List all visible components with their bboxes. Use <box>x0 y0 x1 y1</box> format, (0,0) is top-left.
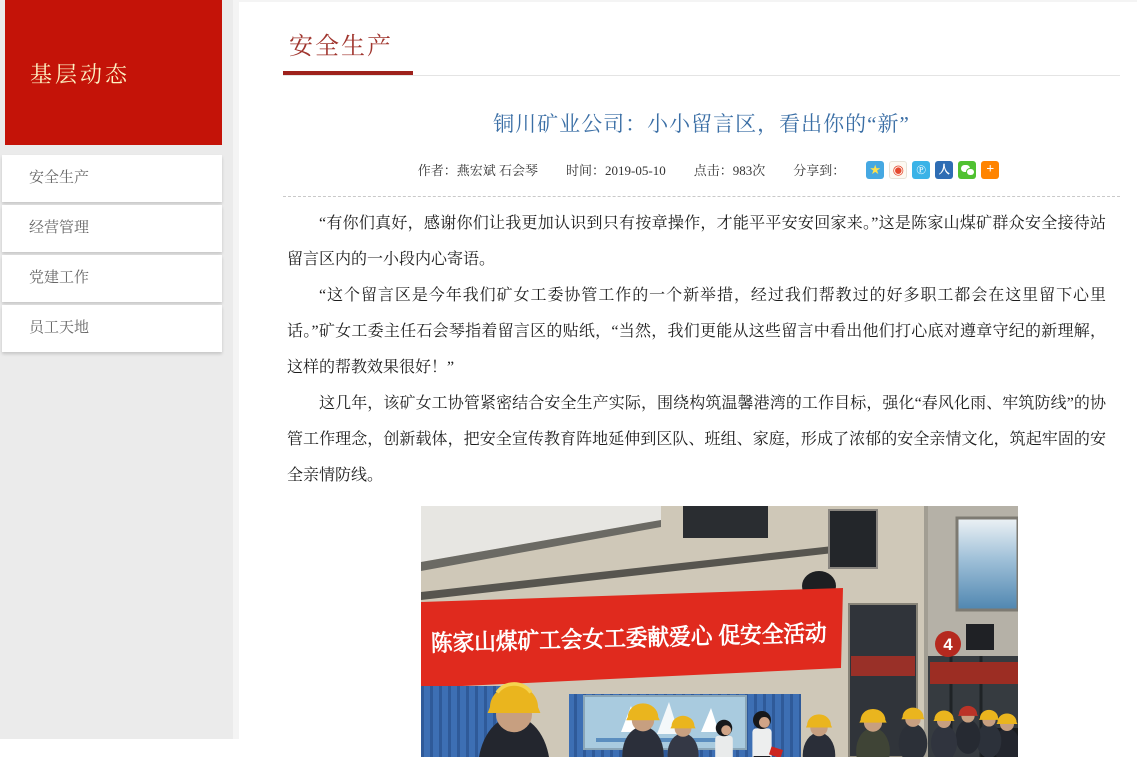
sidebar-item-label: 员工天地 <box>29 320 89 336</box>
section-divider-accent <box>283 71 413 75</box>
sidebar-item-safety[interactable] <box>2 155 222 202</box>
meta-author <box>418 160 538 179</box>
article-photo-illustration <box>421 506 1018 757</box>
section-divider <box>283 71 1120 76</box>
meta-share-label: 分享到： <box>793 163 845 178</box>
article-photo <box>421 506 1018 757</box>
photo-sign-number: 4 <box>943 635 953 654</box>
qzone-share-icon[interactable]: ★ <box>866 161 884 179</box>
photo-banner-text: 陈家山煤矿工会女工委献爱心 促安全活动 <box>431 620 828 656</box>
meta-time <box>566 160 666 179</box>
sidebar-item-party[interactable] <box>2 255 222 302</box>
sidebar-header <box>5 0 222 145</box>
article-meta <box>283 160 1120 179</box>
sidebar-menu <box>0 155 233 352</box>
section-title: 安全生产 <box>289 26 1120 61</box>
sidebar <box>0 0 233 739</box>
meta-time-label: 时间： <box>566 163 605 178</box>
article-paragraph: “有你们真好，感谢你们让我更加认识到只有按章操作，才能平平安安回家来。”这是陈家山煤矿群众安全接待站留言区内的一小段内心寄语。 <box>287 206 1106 278</box>
dashed-divider <box>283 196 1120 197</box>
meta-author-label: 作者： <box>418 163 457 178</box>
weibo-share-icon[interactable]: ◉ <box>889 161 907 179</box>
article-title: 铜川矿业公司：小小留言区，看出你的“新” <box>283 108 1120 138</box>
share-icon-group <box>861 161 999 179</box>
renren-share-icon[interactable]: 人 <box>935 161 953 179</box>
section-header <box>283 26 1120 76</box>
meta-clicks-value: 983次 <box>733 163 766 178</box>
meta-author-value: 燕宏斌 石会琴 <box>457 163 538 178</box>
meta-time-value: 2019-05-10 <box>605 163 666 178</box>
sidebar-item-staff[interactable] <box>2 305 222 352</box>
meta-clicks-label: 点击： <box>694 163 733 178</box>
main-content <box>233 0 1137 739</box>
article-paragraph: 这几年，该矿女工协管紧密结合安全生产实际，围绕构筑温馨港湾的工作目标，强化“春风化雨、牢筑防线”的协管工作理念，创新载体，把安全宣传教育阵地延伸到区队、班组、家庭，形成了浓郁的安全亲情文化，筑起牢固的安全亲情防线。 <box>287 386 1106 494</box>
more-share-icon[interactable]: + <box>981 161 999 179</box>
tqq-share-icon[interactable]: ℗ <box>912 161 930 179</box>
wechat-share-icon[interactable] <box>958 161 976 179</box>
sidebar-item-label: 党建工作 <box>29 270 89 286</box>
sidebar-item-management[interactable] <box>2 205 222 252</box>
article-body <box>283 206 1120 494</box>
sidebar-item-label: 安全生产 <box>29 170 89 186</box>
sidebar-item-label: 经营管理 <box>29 220 89 236</box>
meta-clicks <box>694 160 766 179</box>
photo-number-sign <box>935 631 961 657</box>
sidebar-title: 基层动态 <box>30 58 222 89</box>
meta-share <box>793 160 845 179</box>
article-paragraph: “这个留言区是今年我们矿女工委协管工作的一个新举措，经过我们帮教过的好多职工都会在这里留下心里话。”矿女工委主任石会琴指着留言区的贴纸，“当然，我们更能从这些留言中看出他们打心底对遵章守纪的新理解，这样的帮教效果很好！” <box>287 278 1106 386</box>
